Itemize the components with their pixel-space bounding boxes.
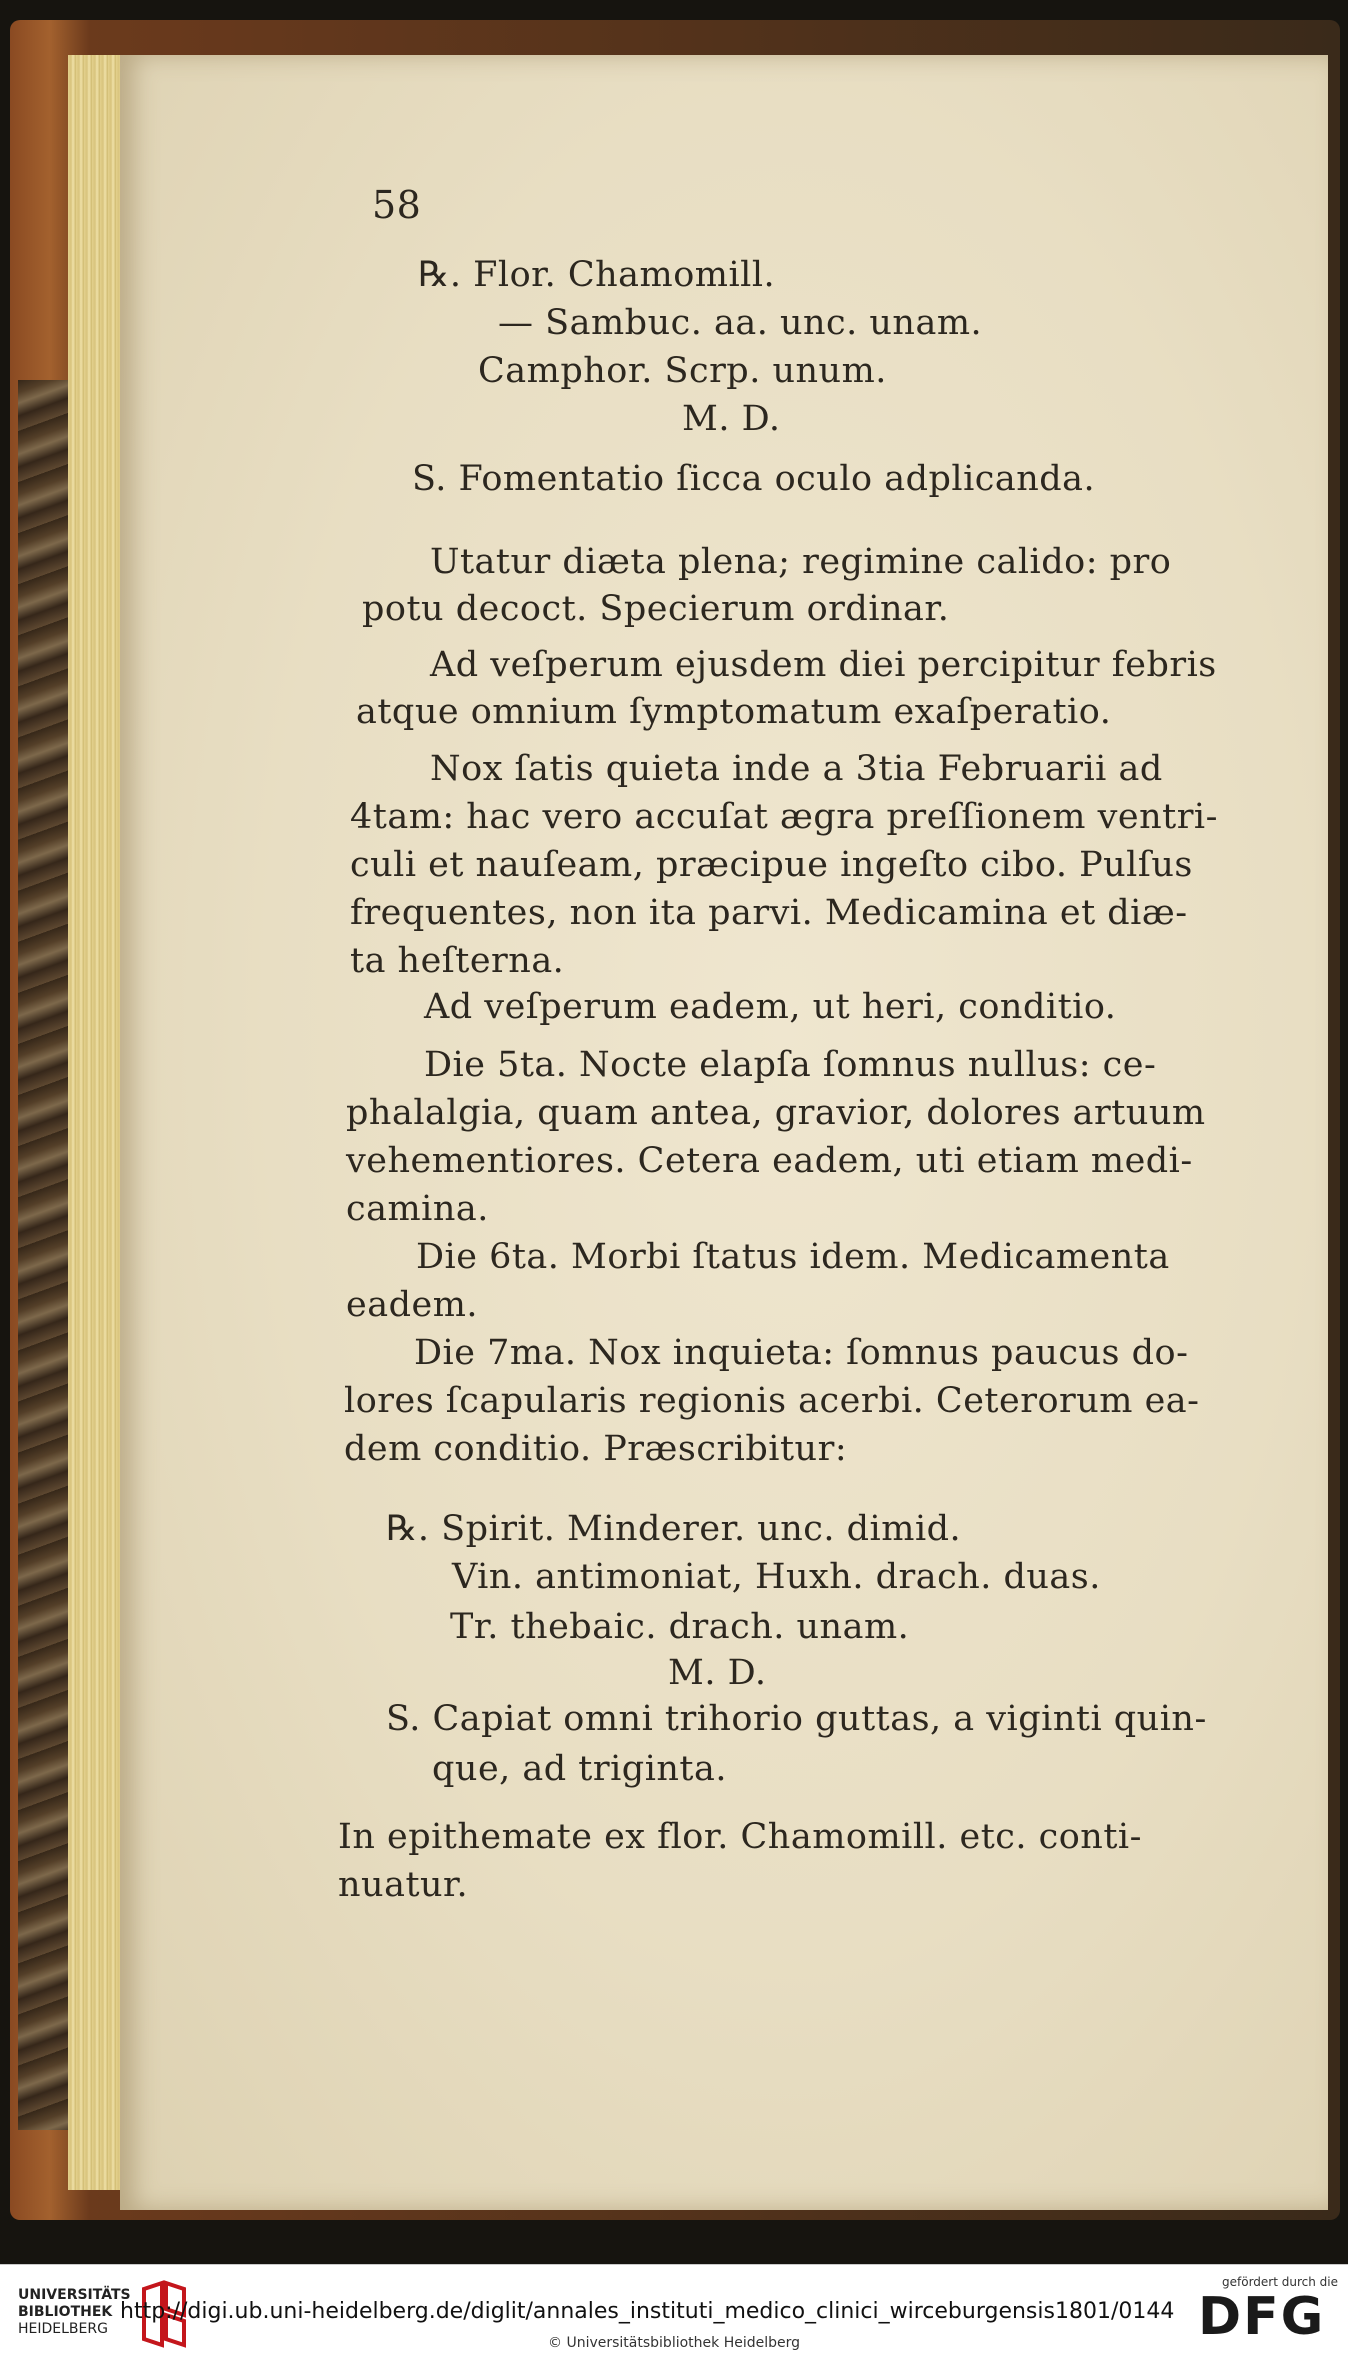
closing-line: nuatur.: [338, 1865, 469, 1905]
recipe2-line6: que, ad triginta.: [432, 1749, 727, 1789]
recipe2-line4: M. D.: [668, 1653, 767, 1693]
body-line: Die 6ta. Morbi ſtatus idem. Medicamenta: [416, 1237, 1170, 1277]
recipe2-line3: Tr. thebaic. drach. unam.: [450, 1607, 910, 1647]
recipe1-line5: S. Fomentatio ſicca oculo adplicanda.: [412, 459, 1096, 499]
page-number: 58: [372, 183, 422, 227]
body-line: Die 5ta. Nocte elapſa ſomnus nullus: ce-: [424, 1045, 1157, 1085]
body-line: Ad veſperum eadem, ut heri, conditio.: [424, 987, 1117, 1027]
uni-line1: UNIVERSITÄTS: [18, 2287, 131, 2303]
body-line: ta heſterna.: [350, 941, 565, 981]
recipe1-line3: Camphor. Scrp. unum.: [478, 351, 887, 391]
recipe2-line2: Vin. antimoniat, Huxh. drach. duas.: [452, 1557, 1101, 1597]
university-logo-text: [18, 2287, 131, 2338]
page-url-link[interactable]: http://digi.ub.uni-heidelberg.de/diglit/annales_instituti_medico_clinici_wirceburgensis1801/0144: [120, 2299, 1175, 2324]
body-line: Die 7ma. Nox inquieta: ſomnus paucus do-: [414, 1333, 1189, 1373]
body-line: lores ſcapularis regionis acerbi. Ceterorum ea-: [344, 1381, 1200, 1421]
uni-line3: HEIDELBERG: [18, 2321, 108, 2337]
body-line: culi et nauſeam, præcipue ingeſto cibo. Pulſus: [350, 845, 1193, 885]
dfg-logo: DFG: [1198, 2287, 1326, 2347]
copyright-text: © Universitätsbibliothek Heidelberg: [548, 2335, 801, 2351]
uni-line2: BIBLIOTHEK: [18, 2304, 113, 2320]
body-line: frequentes, non ita parvi. Medicamina et diæ-: [350, 893, 1188, 933]
body-line: camina.: [346, 1189, 489, 1229]
body-line: Ad veſperum ejusdem diei percipitur febris: [430, 645, 1217, 685]
viewer-footer: [0, 2264, 1348, 2362]
body-line: potu decoct. Specierum ordinar.: [362, 589, 950, 629]
body-line: dem conditio. Præscribitur:: [344, 1429, 848, 1469]
body-line: vehementiores. Cetera eadem, uti etiam medi-: [346, 1141, 1193, 1181]
funded-by-text: gefördert durch die: [1222, 2275, 1338, 2289]
body-line: eadem.: [346, 1285, 479, 1325]
body-line: Nox ſatis quieta inde a 3tia Februarii ad: [430, 749, 1163, 789]
recipe1-line1: ℞. Flor. Chamomill.: [418, 255, 776, 295]
body-line: 4tam: hac vero accuſat ægra preſſionem ventri-: [350, 797, 1218, 837]
body-line: atque omnium ſymptomatum exaſperatio.: [356, 692, 1112, 732]
body-line: phalalgia, quam antea, gravior, dolores artuum: [346, 1093, 1206, 1133]
recipe2-line5: S. Capiat omni trihorio guttas, a viginti quin-: [386, 1699, 1207, 1739]
body-line: Utatur diæta plena; regimine calido: pro: [430, 542, 1172, 582]
closing-line: In epithemate ex flor. Chamomill. etc. conti-: [338, 1817, 1142, 1857]
recipe1-line4: M. D.: [682, 399, 781, 439]
recipe2-line1: ℞. Spirit. Minderer. unc. dimid.: [386, 1509, 962, 1549]
recipe1-line2: — Sambuc. aa. unc. unam.: [498, 303, 983, 343]
